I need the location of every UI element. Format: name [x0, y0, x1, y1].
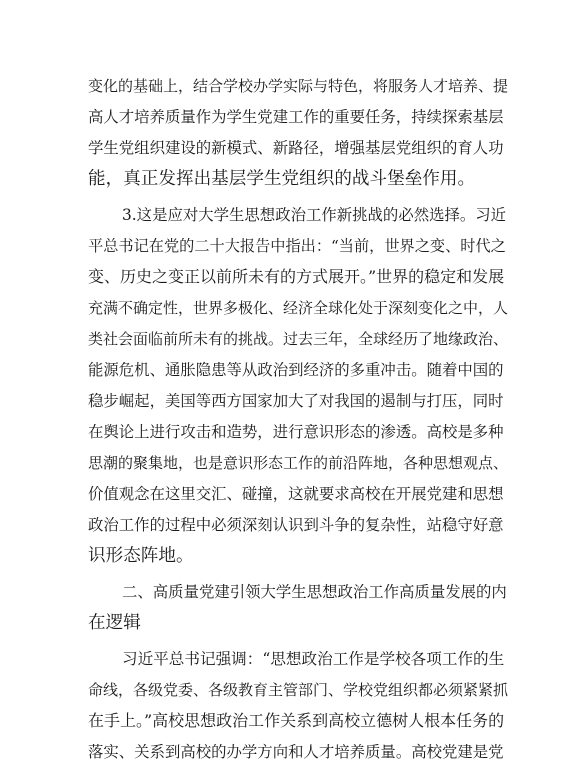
- paragraph-4-line-4: 落实、关系到高校的办学方向和人才培养质量。高校党建是党: [88, 743, 504, 761]
- paragraph-1-line-1: 变化的基础上，结合学校办学实际与特色，将服务人才培养、提: [88, 77, 509, 95]
- paragraph-1-line-4: 能，真正发挥出基层学生党组织的战斗堡垒作用。: [88, 169, 476, 189]
- paragraph-4-line-1: 习近平总书记强调：“思想政治工作是学校各项工作的生: [122, 650, 505, 668]
- paragraph-1-line-2: 高人才培养质量作为学生党建工作的重要任务，持续探索基层: [88, 108, 504, 126]
- paragraph-2-line-6: 能源危机、通胀隐患等从政治到经济的多重冲击。随着中国的: [88, 361, 504, 379]
- paragraph-2-line-9: 思潮的聚集地，也是意识形态工作的前沿阵地，各种思想观点、: [88, 454, 509, 472]
- paragraph-2-line-2: 平总书记在党的二十大报告中指出：“当前，世界之变、时代之: [88, 237, 506, 255]
- paragraph-2-line-8: 在舆论上进行攻击和造势，进行意识形态的渗透。高校是多种: [88, 423, 504, 441]
- paragraph-2-line-4: 充满不确定性，世界多极化、经济全球化处于深刻变化之中，人: [88, 299, 509, 317]
- section-heading-line-2: 在逻辑: [88, 613, 141, 633]
- paragraph-1-line-3: 学生党组织建设的新模式、新路径，增强基层党组织的育人功: [88, 139, 504, 157]
- paragraph-2-line-5: 类社会面临前所未有的挑战。过去三年，全球经历了地缘政治、: [88, 330, 509, 348]
- paragraph-4-line-2: 命线，各级党委、各级教育主管部门、学校党组织都必须紧紧抓: [88, 681, 509, 699]
- paragraph-2-line-10: 价值观念在这里交汇、碰撞，这就要求高校在开展党建和思想: [88, 485, 504, 503]
- paragraph-4-line-3: 在手上。”高校思想政治工作关系到高校立德树人根本任务的: [88, 711, 505, 730]
- paragraph-2-line-11: 政治工作的过程中必须深刻认识到斗争的复杂性，站稳守好意: [88, 516, 504, 534]
- paragraph-2-line-12: 识形态阵地。: [88, 546, 194, 566]
- paragraph-2-line-1: 3.这是应对大学生思想政治工作新挑战的必然选择。习近: [122, 206, 507, 224]
- section-heading-line-1: 二、高质量党建引领大学生思想政治工作高质量发展的内: [122, 583, 507, 601]
- paragraph-2-line-3: 变、历史之变正以前所未有的方式展开。”世界的稳定和发展: [88, 267, 505, 286]
- paragraph-2-line-7: 稳步崛起，美国等西方国家加大了对我国的遏制与打压，同时: [88, 392, 504, 410]
